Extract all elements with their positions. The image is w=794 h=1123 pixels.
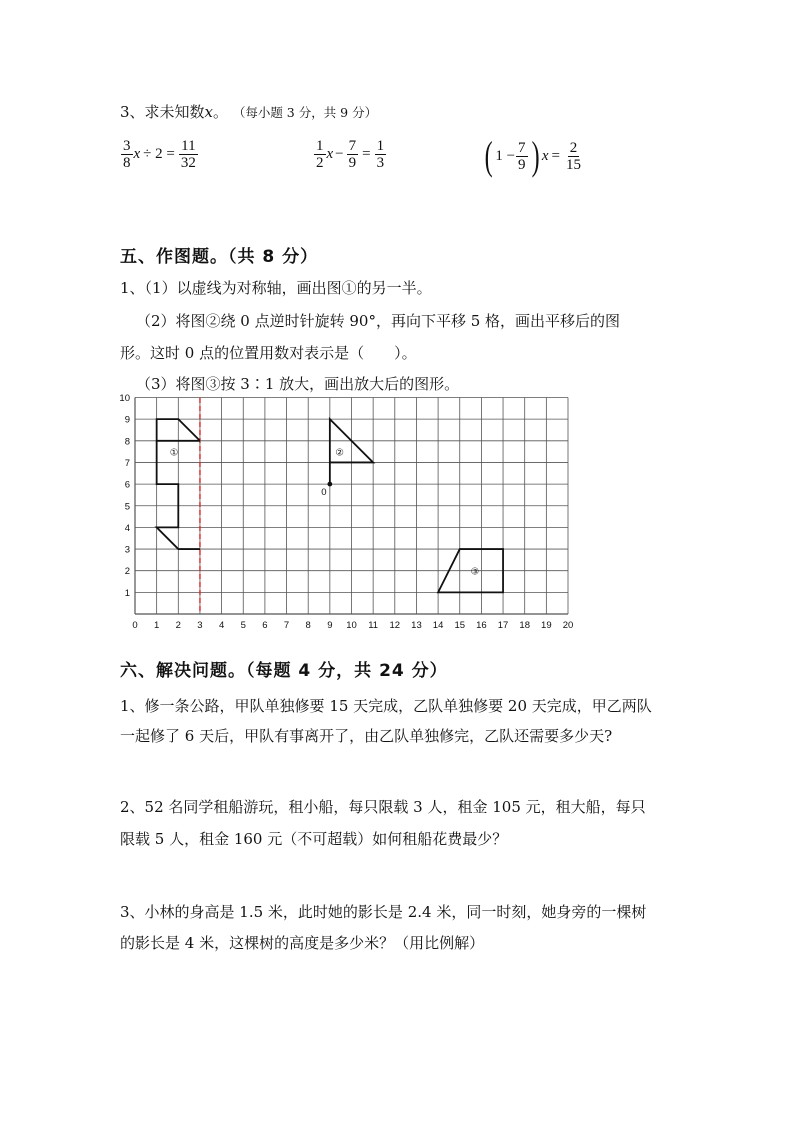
section5-q1-line4: （3）将图③按 3∶1 放大，画出放大后的图形。 (136, 375, 460, 393)
x-tick-label: 3 (197, 620, 203, 631)
x-tick-label: 13 (411, 620, 422, 631)
figure-2-label: ② (335, 447, 344, 459)
y-tick-label: 8 (124, 436, 130, 448)
x-tick-label: 12 (389, 620, 401, 631)
y-tick-label: 5 (124, 501, 130, 513)
section6-q2-line1: 2、52 名同学租船游玩，租小船，每只限载 3 人，租金 105 元，租大船，每只 (120, 798, 646, 816)
x-tick-label: 18 (519, 620, 530, 631)
y-tick-label: 4 (124, 522, 130, 534)
x-tick-label: 9 (327, 620, 333, 631)
section6-q3-line1: 3、小林的身高是 1.5 米，此时她的影长是 2.4 米，同一时刻，她身旁的一棵树 (120, 903, 647, 921)
figure-3-label: ③ (470, 566, 480, 578)
equation-2: $\frac{1}{2}$ x − $\frac{7}{9}$ = $\frac{1}{3}$ (316, 138, 385, 171)
x-tick-label: 6 (262, 620, 268, 631)
x-tick-label: 19 (541, 620, 552, 631)
section6-heading: 六、解决问题。（每题 4 分，共 24 分） (120, 661, 448, 681)
section3-title: 3、求未知数x。 （每小题 3 分，共 9 分） (120, 103, 378, 121)
equation-3: ( 1 − $\frac{7}{9}$ ) x = $\frac{2}{15}$ (484, 133, 582, 178)
section6-q1-line1: 1、修一条公路，甲队单独修要 15 天完成，乙队单独修要 20 天完成，甲乙两队 (120, 697, 652, 715)
section6-q3-line2: 的影长是 4 米，这棵树的高度是多少米？（用比例解） (120, 934, 485, 952)
x-tick-label: 16 (476, 620, 487, 631)
x-tick-label: 2 (175, 620, 181, 631)
point-o (327, 482, 332, 487)
y-tick-label: 3 (124, 544, 130, 556)
y-tick-label: 10 (119, 393, 130, 404)
section6-q1-line2: 一起修了 6 天后，甲队有事离开了，由乙队单独修完，乙队还需要多少天? (120, 727, 613, 745)
section5-heading: 五、作图题。（共 8 分） (120, 247, 319, 267)
section5-q1-line1: 1、（1）以虚线为对称轴，画出图①的另一半。 (120, 279, 432, 297)
x-tick-label: 5 (240, 620, 246, 631)
x-tick-label: 1 (154, 620, 160, 631)
x-tick-label: 20 (562, 620, 574, 631)
y-tick-label: 2 (124, 566, 130, 578)
x-tick-label: 14 (432, 620, 444, 631)
section6-q2-line2: 限载 5 人，租金 160 元（不可超载）如何租船花费最少？ (120, 830, 508, 848)
y-tick-label: 7 (124, 457, 130, 469)
y-tick-label: 1 (124, 587, 130, 599)
point-o-label: 0 (321, 487, 327, 499)
y-tick-label: 9 (124, 414, 130, 426)
figure-1-label: ① (169, 447, 179, 459)
x-tick-label: 17 (497, 620, 509, 631)
x-tick-label: 0 (132, 620, 138, 631)
x-tick-label: 7 (283, 620, 290, 631)
section5-q1-line3: 形。这时 0 点的位置用数对表示是（ ）。 (120, 344, 417, 362)
x-tick-label: 10 (346, 620, 357, 631)
section5-q1-line2: （2）将图②绕 0 点逆时针旋转 90°，再向下平移 5 格，画出平移后的图 (136, 312, 621, 330)
score-note: （每小题 3 分，共 9 分） (232, 105, 378, 120)
equation-1: $\frac{3}{8}$ x ÷ 2 = $\frac{11}{32}$ (123, 138, 196, 171)
x-tick-label: 4 (218, 620, 225, 631)
coordinate-grid (119, 393, 590, 642)
x-tick-label: 8 (305, 620, 311, 631)
x-tick-label: 15 (454, 620, 466, 631)
y-tick-label: 6 (124, 479, 130, 491)
x-tick-label: 11 (368, 620, 379, 631)
